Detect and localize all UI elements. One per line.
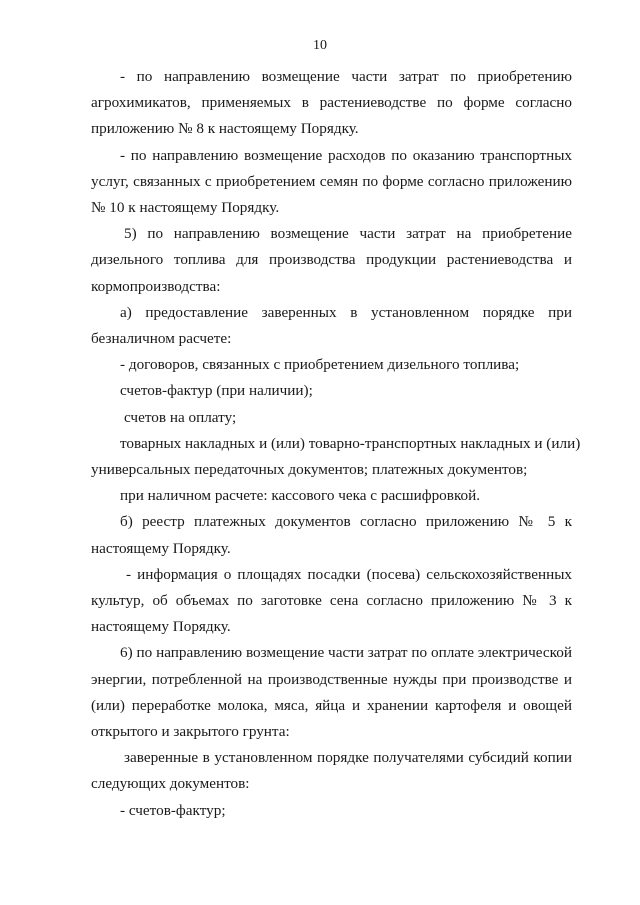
paragraph-invoices [91,378,572,404]
text-line: заверенные в установленном порядке получателями субсидий копии [124,749,572,767]
paragraph-diesel-fuel [91,221,572,300]
text-line: настоящему Порядку. [91,539,231,557]
text-line: при наличном расчете: кассового чека с расшифровкой. [120,487,481,505]
text-line: а) предоставление заверенных в установленном порядке при [120,303,572,321]
text-line: 5) по направлению возмещение части затрат на приобретение [124,225,572,243]
document-body [91,64,581,824]
paragraph-planting-areas [91,562,572,641]
text-line: открытого и закрытого грунта: [91,723,290,741]
text-line: агрохимикатов, применяемых в растениеводстве по форме согласно [91,94,572,112]
paragraph-agrochemicals [91,64,572,143]
text-line: - счетов-фактур; [120,801,226,819]
text-line: энергии, потребленной на производственные нужды при производстве и [91,670,572,688]
text-line: товарных накладных и (или) товарно-транспортных накладных и (или) [120,434,581,452]
paragraph-certified-copies [91,745,572,797]
paragraph-waybills [91,431,581,483]
text-line: - договоров, связанных с приобретением дизельного топлива; [120,356,520,374]
text-line: приложению № 8 к настоящему Порядку. [91,120,359,138]
text-line: безналичном расчете: [91,330,232,348]
text-line: - по направлению возмещение части затрат по приобретению [120,68,572,85]
text-line: (или) переработке молока, мяса, яйца и хранении картофеля и овощей [91,696,572,714]
text-line: кормопроизводства: [91,277,221,295]
paragraph-cash-payment [91,483,572,509]
text-line: 6) по направлению возмещение части затрат по оплате электрической [120,644,572,662]
text-line: культур, об объемах по заготовке сена согласно приложению № 3 к [91,592,572,610]
text-line: - информация о площадях посадки (посева) сельскохозяйственных [126,565,572,583]
text-line: универсальных передаточных документов; платежных документов; [91,461,528,479]
page-number: 10 [313,38,327,53]
text-line: б) реестр платежных документов согласно приложению № 5 к [120,513,572,531]
paragraph-item-a [91,300,572,352]
text-line: следующих документов: [91,775,250,793]
paragraph-electricity [91,640,572,745]
paragraph-item-b [91,509,572,561]
paragraph-invoices-list [91,798,572,824]
paragraph-payment-bills [91,405,572,431]
text-line: - по направлению возмещение расходов по оказанию транспортных [120,146,572,164]
text-line: № 10 к настоящему Порядку. [91,199,280,217]
paragraph-contracts [91,352,572,378]
text-line: счетов-фактур (при наличии); [120,382,313,400]
text-line: настоящему Порядку. [91,618,231,636]
text-line: дизельного топлива для производства продукции растениеводства и [91,251,572,269]
text-line: счетов на оплату; [124,408,237,426]
paragraph-transport-services [91,143,572,222]
text-line: услуг, связанных с приобретением семян по форме согласно приложению [91,172,572,190]
